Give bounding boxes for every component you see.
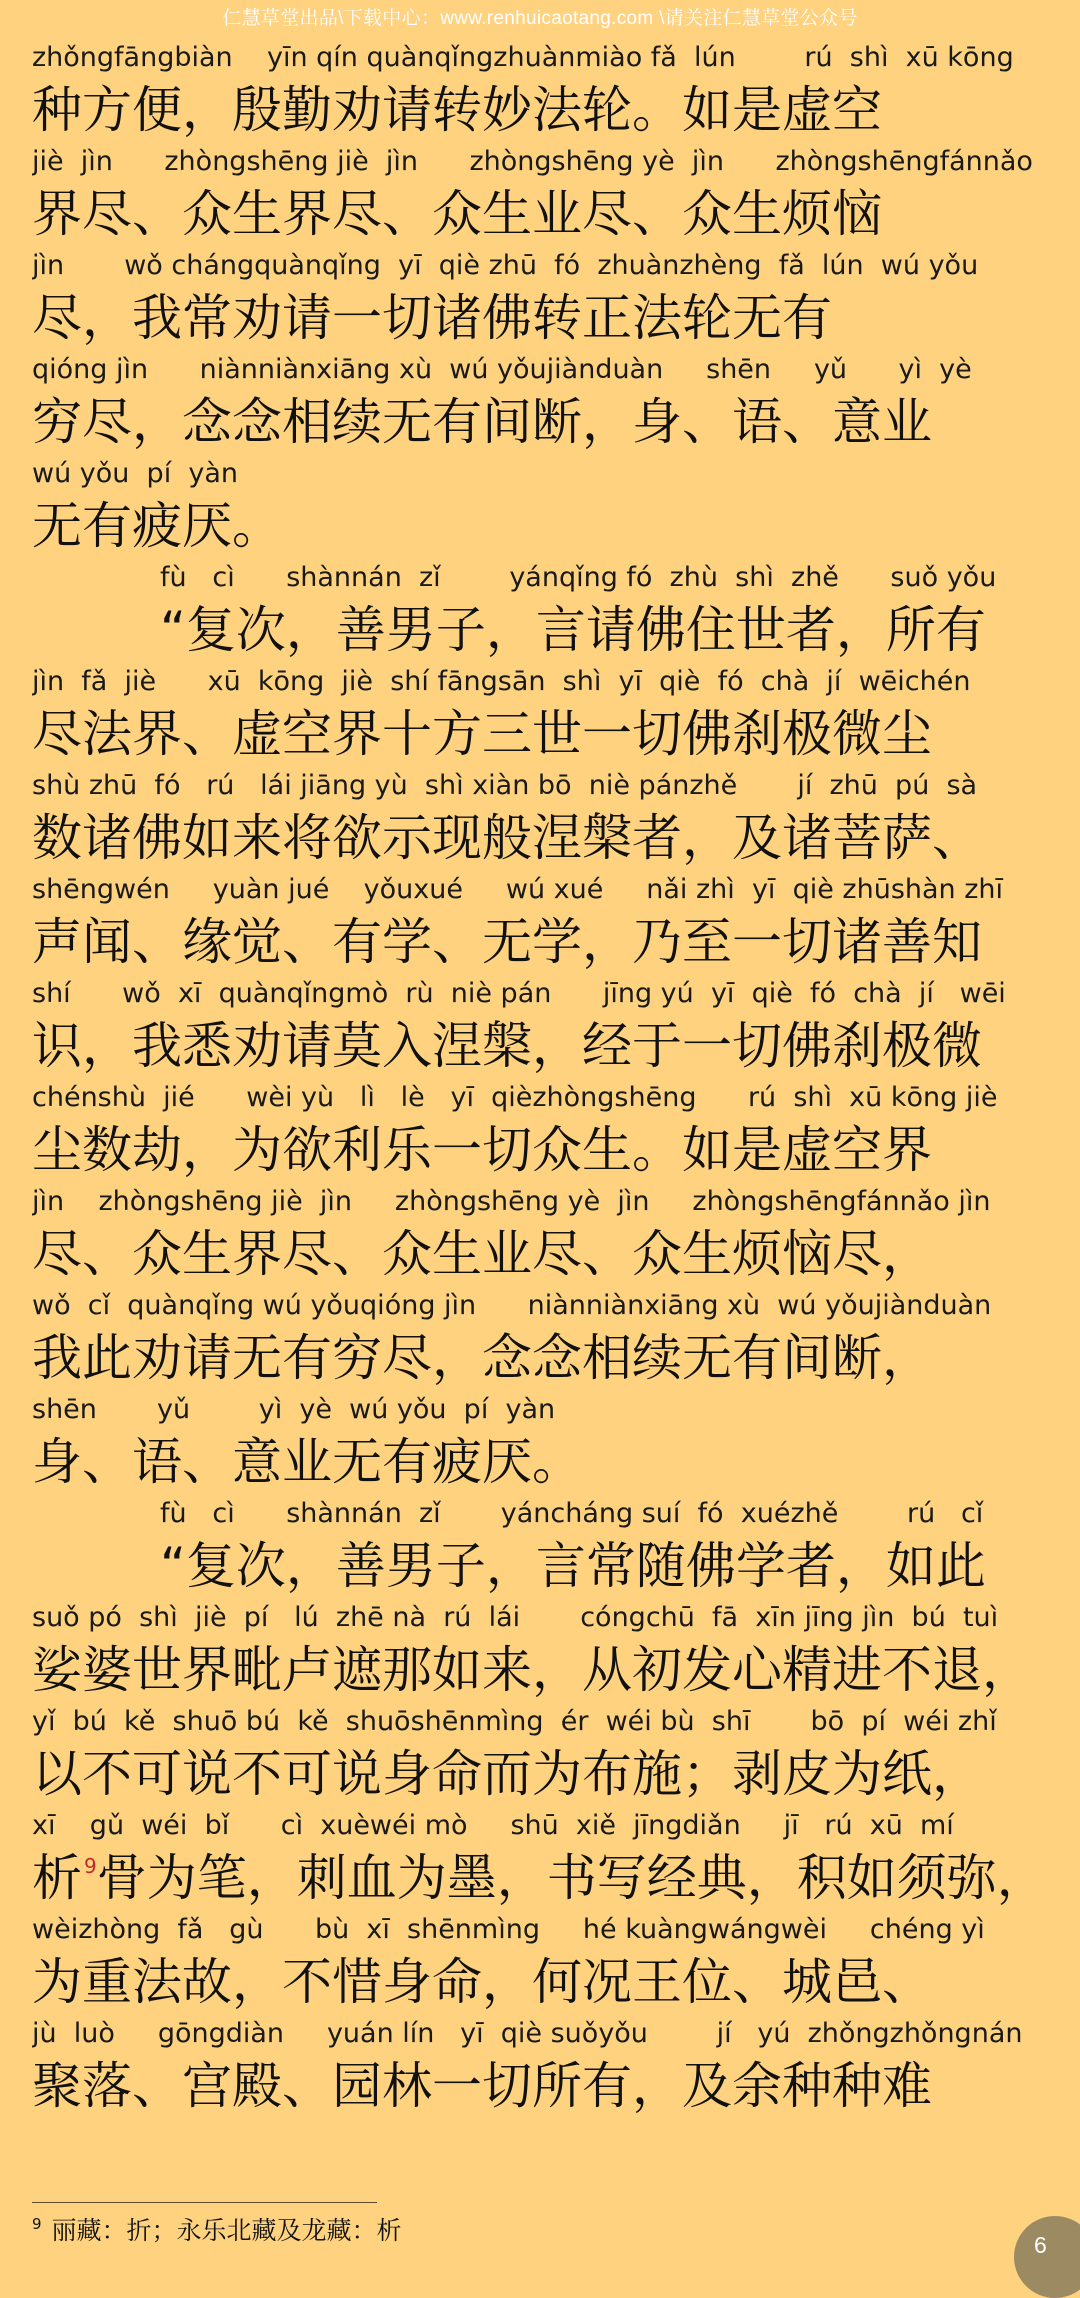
hanzi-line: 尽法界、虚空界十方三世一切佛刹极微尘 — [32, 705, 932, 763]
hanzi-line: 娑婆世界毗卢遮那如来，从初发心精进不退， — [32, 1641, 1032, 1699]
hanzi-line: 身、语、意业无有疲厌。 — [32, 1433, 582, 1491]
pinyin-line: yǐ bú kě shuō bú kě shuōshēnmìng ér wéi bù shī bō pí wéi zhǐ — [32, 1706, 997, 1737]
footnote — [32, 2211, 402, 2251]
scripture-body — [32, 38, 1048, 2118]
footnote-divider — [32, 2202, 377, 2203]
text-line — [32, 766, 1048, 870]
pinyin-line: shēngwén yuàn jué yǒuxué wú xué nǎi zhì yī qiè zhūshàn zhī — [32, 874, 1004, 905]
header-banner: 仁慧草堂出品\下载中心：www.renhuicaotang.com \请关注仁慧草堂公众号 — [222, 8, 858, 29]
text-line — [32, 142, 1048, 246]
hanzi-line: 尽、众生界尽、众生业尽、众生烦恼尽， — [32, 1225, 932, 1283]
hanzi-line: 尘数劫，为欲利乐一切众生。如是虚空界 — [32, 1121, 932, 1179]
pinyin-line: chénshù jié wèi yù lì lè yī qièzhòngshēng rú shì xū kōng jiè — [32, 1082, 998, 1113]
pinyin-line: xī gǔ wéi bǐ cì xuèwéi mò shū xiě jīngdiǎn jī rú xū mí — [32, 1810, 954, 1841]
hanzi-line: 尽，我常劝请一切诸佛转正法轮无有 — [32, 289, 832, 347]
hanzi-line — [32, 1846, 1048, 1910]
footnote-text: 丽藏：折；永乐北藏及龙藏：析 — [51, 2216, 402, 2245]
text-line — [32, 1078, 1048, 1182]
text-line — [32, 1806, 1048, 1910]
pinyin-line: jiè jìn zhòngshēng jiè jìn zhòngshēng yè jìn zhòngshēngfánnǎo — [32, 146, 1033, 177]
text-line — [32, 2014, 1048, 2118]
hanzi-line: 声闻、缘觉、有学、无学，乃至一切诸善知 — [32, 913, 982, 971]
pinyin-line: shēn yǔ yì yè wú yǒu pí yàn — [32, 1394, 556, 1425]
text-line — [32, 1598, 1048, 1702]
page-number: 6 — [1034, 2232, 1047, 2258]
pinyin-line: wèizhòng fǎ gù bù xī shēnmìng hé kuàngwángwèi chéng yì — [32, 1914, 985, 1945]
pinyin-line: jìn wǒ chángquànqǐng yī qiè zhū fó zhuànzhèng fǎ lún wú yǒu — [32, 250, 979, 281]
text-line — [32, 662, 1048, 766]
pinyin-line: qióng jìn niànniànxiāng xù wú yǒujiànduàn shēn yǔ yì yè — [32, 354, 972, 385]
text-line — [32, 1910, 1048, 2014]
pinyin-line: wú yǒu pí yàn — [32, 458, 238, 489]
pinyin-line: jù luò gōngdiàn yuán lín yī qiè suǒyǒu jí yú zhǒngzhǒngnán — [32, 2018, 1023, 2049]
hanzi-line: 识，我悉劝请莫入涅槃，经于一切佛刹极微 — [32, 1017, 982, 1075]
hanzi-line: 界尽、众生界尽、众生业尽、众生烦恼 — [32, 185, 882, 243]
pinyin-line: fù cì shànnán zǐ yáncháng suí fó xuézhě rú cǐ — [160, 1498, 984, 1529]
text-line — [32, 1702, 1048, 1806]
pinyin-line: suǒ pó shì jiè pí lú zhē nà rú lái cóngchū fā xīn jīng jìn bú tuì — [32, 1602, 999, 1633]
hanzi-line: 无有疲厌。 — [32, 497, 282, 555]
hanzi-line: 我此劝请无有穷尽，念念相续无有间断， — [32, 1329, 932, 1387]
hanzi-line: “复次，善男子，言常随佛学者，如此 — [160, 1537, 986, 1595]
pinyin-line: jìn fǎ jiè xū kōng jiè shí fāngsān shì yī qiè fó chà jí wēichén — [32, 666, 971, 697]
hanzi-line: 聚落、宫殿、园林一切所有，及余种种难 — [32, 2057, 932, 2115]
hanzi-line: 种方便，殷勤劝请转妙法轮。如是虚空 — [32, 81, 882, 139]
pinyin-line: fù cì shànnán zǐ yánqǐng fó zhù shì zhě suǒ yǒu — [160, 562, 997, 593]
pinyin-line: wǒ cǐ quànqǐng wú yǒuqióng jìn niànniànxiāng xù wú yǒujiànduàn — [32, 1290, 992, 1321]
text-line — [32, 974, 1048, 1078]
hanzi-segment: 骨为笔，刺血为墨，书写经典，积如须弥， — [96, 1849, 1047, 1907]
pinyin-line: zhǒngfāngbiàn yīn qín quànqǐngzhuànmiào fǎ lún rú shì xū kōng — [32, 42, 1014, 73]
hanzi-line: 数诸佛如来将欲示现般涅槃者，及诸菩萨、 — [32, 809, 982, 867]
text-line — [32, 246, 1048, 350]
text-line — [32, 1494, 1048, 1598]
text-line — [32, 454, 1048, 558]
footnote-marker[interactable]: 9 — [84, 1854, 97, 1878]
pinyin-line: shí wǒ xī quànqǐngmò rù niè pán jīng yú yī qiè fó chà jí wēi — [32, 978, 1006, 1009]
hanzi-line: 以不可说不可说身命而为布施；剥皮为纸， — [32, 1745, 982, 1803]
text-line — [32, 38, 1048, 142]
pinyin-line: jìn zhòngshēng jiè jìn zhòngshēng yè jìn zhòngshēngfánnǎo jìn — [32, 1186, 991, 1217]
text-line — [32, 870, 1048, 974]
page-number-badge — [1014, 2216, 1080, 2298]
text-line — [32, 1182, 1048, 1286]
text-line — [32, 558, 1048, 662]
hanzi-line: 穷尽，念念相续无有间断，身、语、意业 — [32, 393, 932, 451]
text-line — [32, 350, 1048, 454]
hanzi-segment: 析 — [32, 1849, 82, 1907]
footnote-number: 9 — [32, 2215, 42, 2233]
hanzi-line: 为重法故，不惜身命，何况王位、城邑、 — [32, 1953, 932, 2011]
hanzi-line: “复次，善男子，言请佛住世者，所有 — [160, 601, 986, 659]
text-line — [32, 1286, 1048, 1390]
text-line — [32, 1390, 1048, 1494]
pinyin-line: shù zhū fó rú lái jiāng yù shì xiàn bō niè pánzhě jí zhū pú sà — [32, 770, 978, 801]
